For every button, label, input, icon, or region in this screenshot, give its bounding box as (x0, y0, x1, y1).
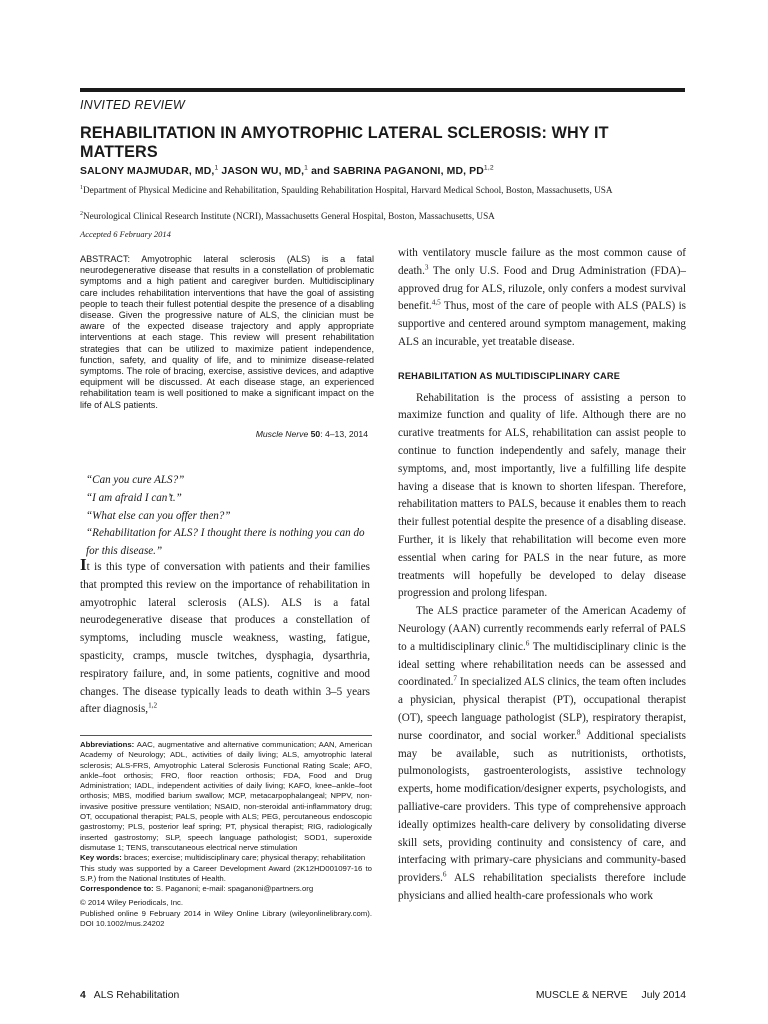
header-rule (80, 88, 685, 92)
epigraph-dialogue (86, 472, 374, 561)
body-paragraph: Rehabilitation is the process of assisting a person to maximize function and quality of life. Although there are no curative treatments for ALS, rehabilitation can assist people to continue to function independently and safely, manage their symptoms, and, most importantly, live a fulfilling life despite having a disease that is known to shorten lifespan. Therefore, rehabilitation matters to PALS, because it enables them to reach their fullest potential despite the presence of a disabling disease. Further, it is likely that rehabilitation will become even more essential when caring for PALS in the near future, as more treatments will hopefully be developed to delay disease progression and prolong lifespan. (398, 391, 686, 600)
body-text: The multidisciplinary clinic is the ideal setting where rehabilitation needs can be assessed and coordinated. (398, 640, 686, 689)
affiliation-text: Department of Physical Medicine and Rehabilitation, Spaulding Rehabilitation Hospital, Harvard Medical School, Boston, Massachusetts, USA (82, 185, 613, 195)
body-text: The ALS practice parameter of the American Academy of Neurology (AAN) currently recommends early referral of PALS to a multidisciplinary clinic. (398, 605, 686, 653)
footer-left (80, 990, 179, 1001)
drop-cap: I (80, 555, 87, 574)
body-text: In specialized ALS clinics, the team often includes a physician, physical therapist (PT), occupational therapist (OT), speech language pathologist (SLP), respiratory therapist, nurse coordinator, and social worker. (398, 676, 686, 742)
citation-volume: 50 (310, 429, 321, 439)
footer-right (520, 990, 686, 1001)
abbreviations-label: Abbreviations: (80, 740, 135, 749)
author-joiner: and (311, 166, 331, 177)
epigraph-line: “Rehabilitation for ALS? I thought there is nothing you can do for this disease.” (86, 527, 365, 558)
citation-pages: : 4–13, 2014 (320, 429, 368, 439)
abstract: ABSTRACT: Amyotrophic lateral sclerosis (ALS) is a fatal neurodegenerative disease that results in a constellation of problematic symptoms and a high patient and caregiver burden. Multidisciplinary care includes rehabilitation interventions that have the goal of assisting people to teach their fullest potential despite the presence of a disabling disease. Given the progressive nature of ALS, the clinician must be aware of the expected disease trajectory and apply appropriate interventions at each stage. This review will present rehabilitation strategies that can be utilized to maximize patient independence, function, safety, and quality of life, and to minimize disease-related symptoms. The role of bracing, exercise, assistive devices, and adaptive equipment will be discussed. At each disease stage, an experienced rehabilitation team is well positioned to make a significant impact on the life of ALS patients. (80, 254, 374, 410)
abbreviations-note (80, 740, 372, 853)
body-text: Additional specialists may be available, such as nutritionists, orthotists, pulmonologists, gastroenterologists, assistive technology experts, home modification/designer experts, psychologists, and palliative-care providers. This type of comprehensive approach ideally optimizes health-care delivery by consolidating diverse skill sets, providing continuity and consistency of care, and interfacing with primary-care physicians and community-based providers. (398, 729, 686, 885)
journal-name: MUSCLE & NERVE (535, 990, 628, 1001)
copyright-note: © 2014 Wiley Periodicals, Inc. (80, 898, 184, 908)
reference-marker: 1,2 (148, 701, 158, 710)
affiliation-number: 1 (80, 184, 83, 191)
body-text: ALS rehabilitation specialists therefore include physicians and allied health-care professionals who work (398, 872, 686, 902)
article-type-label: INVITED REVIEW (80, 98, 185, 112)
reference-marker: 8 (576, 728, 581, 736)
accepted-date: Accepted 6 February 2014 (80, 229, 171, 239)
citation-journal: Muscle Nerve (255, 429, 309, 439)
body-paragraph (398, 245, 686, 352)
reference-marker: 4,5 (431, 298, 441, 307)
footnote-rule (80, 735, 372, 736)
intro-text: t is this type of conversation with patients and their families that prompted this review on the importance of rehabilitation in amyotrophic lateral sclerosis (ALS). ALS is a fatal neurodegenerative disease that produces a constellation of symptoms, including muscle weakness, wasting, fatigue, spasticity, cramps, muscle twitches, dysphagia, dysarthria, respiratory failure, and, in some patients, cognitive and mood changes. The disease typically leads to death within 3–5 years after diagnosis, (80, 561, 370, 716)
issue-date: July 2014 (641, 990, 686, 1001)
reference-marker: 7 (453, 674, 457, 683)
author-list (80, 166, 494, 177)
author-name: SALONY MAJMUDAR, MD, (80, 166, 215, 177)
epigraph-line: “Can you cure ALS?” (86, 474, 185, 486)
reference-marker: 6 (442, 870, 447, 879)
author-name: SABRINA PAGANONI, MD, PD (333, 166, 484, 177)
keywords-label: Key words: (80, 853, 122, 863)
citation (80, 429, 368, 439)
correspondence-note (80, 884, 372, 894)
correspondence-text: S. Paganoni; e-mail: spaganoni@partners.org (155, 884, 314, 894)
intro-paragraph (80, 555, 370, 719)
keywords-text: braces; exercise; multidisciplinary care; physical therapy; rehabilitation (123, 853, 366, 863)
correspondence-label: Correspondence to: (80, 884, 154, 894)
reference-marker: 6 (525, 639, 530, 648)
reference-marker: 3 (424, 263, 429, 272)
affiliation-number: 2 (80, 210, 83, 217)
body-text: Thus, most of the care of people with ALS (PALS) is supportive and centered around symptom management, making ALS an incurable, yet treatable disease. (398, 300, 686, 348)
abbreviations-text: AAC, augmentative and alternative communication; AAN, American Academy of Neurology; ADL, activities of daily living; ALS, amyotrophic lateral sclerosis; ALS-FRS, Amyotrophic Lateral Sclerosis Functional Rating Scale; AFO, ankle–foot orthosis; FRO, floor reaction orthosis; FDA, Food and Drug Administration; IADL, independent activities of daily living; KAFO, knee–ankle–foot orthosis; MBS, modified barium swallow; MCP, metacarpophalangeal; NPPV, non-invasive positive pressure ventilation; NSAID, non-steroidal anti-inflammatory drug; OT, occupational therapist; PALS, people with ALS; PEG, percutaneous endoscopic gastrostomy; PLS, posterior leaf spring; PT, physical therapist; RIG, radiologically inserted gastrostomy; SLP, speech language pathologist; SOD1, superoxide dismutase 1; TENS, transcutaneous electrical nerve stimulation (80, 740, 373, 852)
page-number: 4 (80, 990, 86, 1001)
publication-note: Published online 9 February 2014 in Wiley Online Library (wileyonlinelibrary.com). DOI 10.1002/mus.24202 (80, 908, 372, 929)
affiliation-2 (80, 210, 686, 222)
epigraph-line: “What else can you offer then?” (86, 509, 231, 522)
body-text: The only U.S. Food and Drug Administration (FDA)–approved drug for ALS, riluzole, only confers a modest survival benefit. (398, 264, 686, 313)
section-heading: REHABILITATION AS MULTIDISCIPLINARY CARE (398, 370, 621, 381)
right-column (398, 245, 686, 906)
running-title: ALS Rehabilitation (93, 990, 180, 1001)
author-affiliation-ref: 1,2 (483, 164, 494, 172)
affiliation-1 (80, 184, 686, 196)
epigraph-line: “I am afraid I can’t.” (86, 491, 182, 504)
author-affiliation-ref: 1 (304, 164, 309, 172)
footnotes (80, 740, 372, 929)
author-affiliation-ref: 1 (214, 164, 219, 172)
keywords-note (80, 853, 372, 863)
funding-note: This study was supported by a Career Development Award (2K12HD001097-16 to S.P.) from the National Institutes of Health. (80, 863, 372, 883)
body-text: with ventilatory muscle failure as the most common cause of death. (398, 247, 686, 277)
author-name: JASON WU, MD, (221, 166, 305, 177)
article-title: REHABILITATION IN AMYOTROPHIC LATERAL SCLEROSIS: WHY IT MATTERS (80, 124, 609, 161)
affiliation-text: Neurological Clinical Research Institute (NCRI), Massachusetts General Hospital, Boston, Massachusetts, USA (82, 211, 495, 221)
body-paragraph (398, 603, 686, 906)
